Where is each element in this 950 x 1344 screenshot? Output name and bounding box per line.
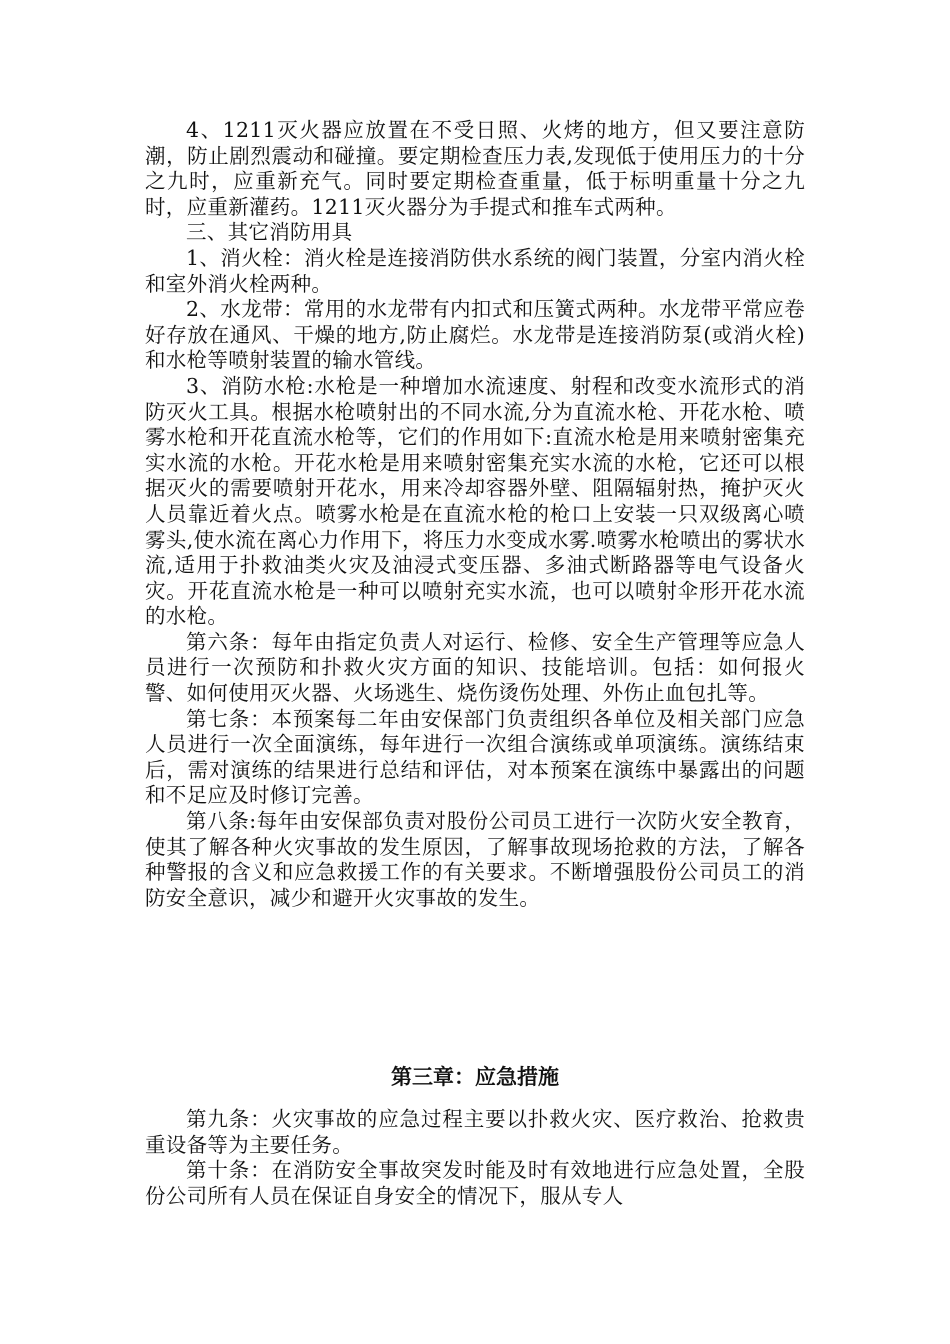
subheading-other-equipment: 三、其它消防用具	[186, 220, 353, 245]
paragraph-article-7: 第七条：本预案每二年由安保部门负责组织各单位及相关部门应急人员进行一次全面演练，每年进行一次组合演练或单项演练。演练结束后，需对演练的结果进行总结和评估，对本预案在演练中暴露出的问题和不足应及时修订完善。	[145, 706, 805, 808]
paragraph-hydrant: 1、消火栓：消火栓是连接消防供水系统的阀门装置，分室内消火栓和室外消火栓两种。	[145, 245, 805, 296]
section-before	[145, 118, 805, 911]
paragraph-1211-extinguisher: 4、1211灭火器应放置在不受日照、火烤的地方，但又要注意防潮，防止剧烈震动和碰撞。要定期检查压力表,发现低于使用压力的十分之九时，应重新充气。同时要定期检查重量，低于标明重量十分之九时，应重新灌药。1211灭火器分为手提式和推车式两种。	[145, 118, 805, 219]
paragraph-article-10: 第十条：在消防安全事故突发时能及时有效地进行应急处置，全股份公司所有人员在保证自身安全的情况下，服从专人	[145, 1158, 805, 1208]
paragraph-article-6: 第六条：每年由指定负责人对运行、检修、安全生产管理等应急人员进行一次预防和扑救火灾方面的知识、技能培训。包括：如何报火警、如何使用灭火器、火场逃生、烧伤烫伤处理、外伤止血包扎等。	[145, 629, 805, 706]
chapter-heading: 第三章：应急措施	[391, 1065, 559, 1089]
paragraph-fire-hose: 2、水龙带：常用的水龙带有内扣式和压簧式两种。水龙带平常应卷好存放在通风、干燥的地方,防止腐烂。水龙带是连接消防泵(或消火栓)和水枪等喷射装置的输水管线。	[145, 297, 805, 373]
paragraph-article-8: 第八条:每年由安保部负责对股份公司员工进行一次防火安全教育，使其了解各种火灾事故的发生原因，了解事故现场抢救的方法，了解各种警报的含义和应急救援工作的有关要求。不断增强股份公司员工的消防安全意识，减少和避开火灾事故的发生。	[145, 809, 805, 910]
section-after	[145, 1107, 805, 1209]
paragraph-water-gun: 3、消防水枪:水枪是一种增加水流速度、射程和改变水流形式的消防灭火工具。根据水枪喷射出的不同水流,分为直流水枪、开花水枪、喷雾水枪和开花直流水枪等，它们的作用如下:直流水枪是用来喷射密集充实水流的水枪。开花水枪是用来喷射密集充实水流的水枪，它还可以根据灭火的需要喷射开花水，用来冷却容器外壁、阻隔辐射热，掩护灭火人员靠近着火点。喷雾水枪是在直流水枪的枪口上安装一只双级离心喷雾头,使水流在离心力作用下，将压力水变成水雾.喷雾水枪喷出的雾状水流,适用于扑救油类火灾及油浸式变压器、多油式断路器等电气设备火灾。开花直流水枪是一种可以喷射充实水流，也可以喷射伞形开花水流的水枪。	[145, 373, 805, 629]
paragraph-article-9: 第九条：火灾事故的应急过程主要以扑救火灾、医疗救治、抢救贵重设备等为主要任务。	[145, 1107, 805, 1157]
